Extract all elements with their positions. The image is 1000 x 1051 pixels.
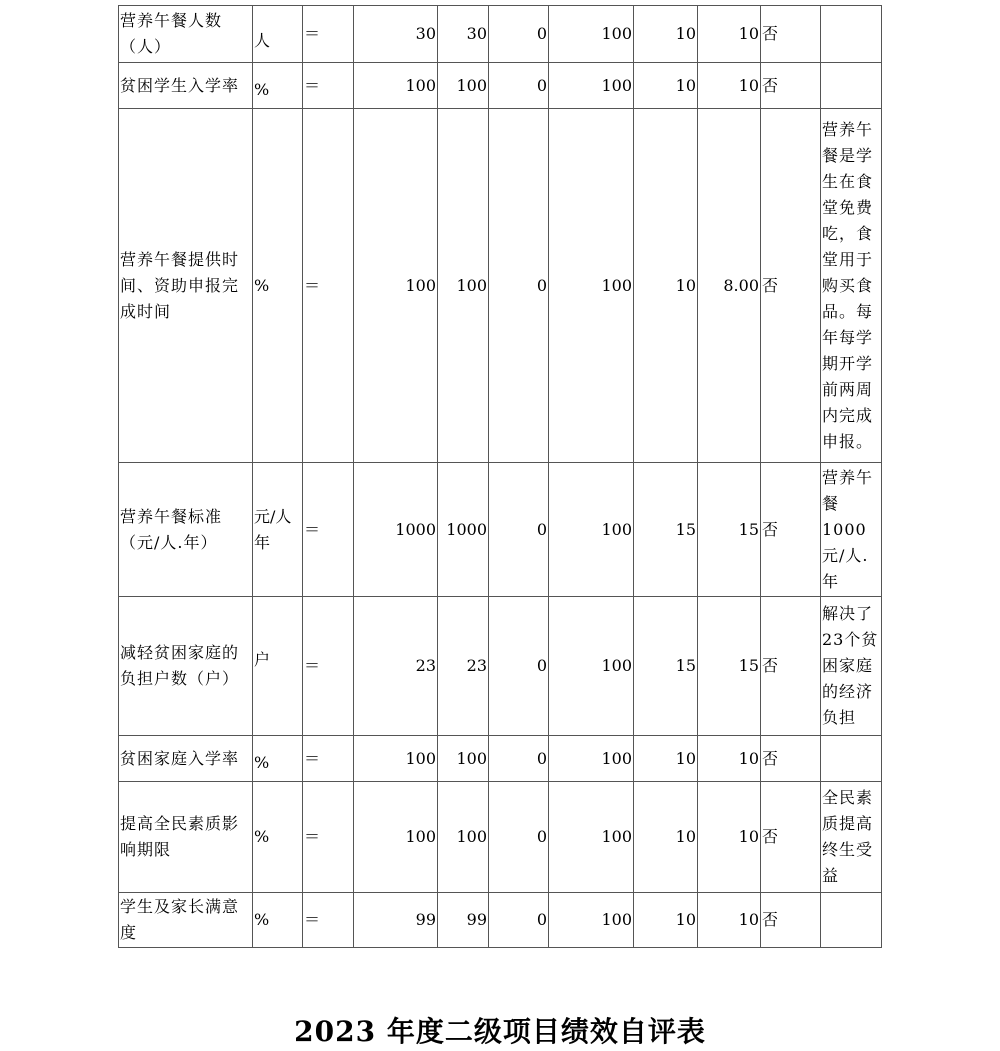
actual-score: 8.00	[698, 109, 761, 463]
deducted-flag: 否	[761, 463, 821, 597]
target-value: 23	[354, 597, 438, 736]
indicator-unit: %	[253, 736, 303, 782]
indicator-name: 营养午餐人数（人）	[119, 6, 253, 63]
deviation-value: 0	[489, 893, 549, 948]
performance-table	[118, 5, 882, 948]
completion-rate: 100	[549, 63, 634, 109]
indicator-unit: %	[253, 109, 303, 463]
completion-rate: 100	[549, 109, 634, 463]
actual-value: 1000	[438, 463, 489, 597]
indicator-name: 提高全民素质影响期限	[119, 782, 253, 893]
deviation-value: 0	[489, 463, 549, 597]
actual-value: 100	[438, 736, 489, 782]
actual-score: 15	[698, 597, 761, 736]
indicator-name: 减轻贫困家庭的负担户数（户）	[119, 597, 253, 736]
actual-score: 10	[698, 63, 761, 109]
weight-score: 10	[634, 893, 698, 948]
deviation-value: 0	[489, 782, 549, 893]
indicator-operator: ＝	[303, 893, 354, 948]
weight-score: 10	[634, 6, 698, 63]
page-title: 2023 年度二级项目绩效自评表	[294, 1015, 706, 1048]
deduction-note	[821, 6, 882, 63]
completion-rate: 100	[549, 782, 634, 893]
indicator-unit: 户	[253, 597, 303, 736]
deducted-flag: 否	[761, 736, 821, 782]
indicator-operator: ＝	[303, 597, 354, 736]
target-value: 1000	[354, 463, 438, 597]
indicator-operator: ＝	[303, 736, 354, 782]
indicator-unit: %	[253, 893, 303, 948]
deducted-flag: 否	[761, 6, 821, 63]
actual-score: 10	[698, 736, 761, 782]
deduction-note: 解决了23个贫困家庭的经济负担	[821, 597, 882, 736]
actual-value: 100	[438, 782, 489, 893]
indicator-operator: ＝	[303, 63, 354, 109]
target-value: 100	[354, 109, 438, 463]
indicator-name: 学生及家长满意度	[119, 893, 253, 948]
actual-score: 15	[698, 463, 761, 597]
completion-rate: 100	[549, 6, 634, 63]
actual-value: 30	[438, 6, 489, 63]
completion-rate: 100	[549, 597, 634, 736]
deviation-value: 0	[489, 597, 549, 736]
deduction-note: 营养午餐1000元/人.年	[821, 463, 882, 597]
table-row	[119, 736, 882, 782]
deduction-note	[821, 63, 882, 109]
weight-score: 15	[634, 463, 698, 597]
target-value: 99	[354, 893, 438, 948]
deduction-note	[821, 893, 882, 948]
deducted-flag: 否	[761, 109, 821, 463]
completion-rate: 100	[549, 736, 634, 782]
completion-rate: 100	[549, 893, 634, 948]
actual-value: 99	[438, 893, 489, 948]
weight-score: 10	[634, 109, 698, 463]
deducted-flag: 否	[761, 597, 821, 736]
actual-score: 10	[698, 893, 761, 948]
weight-score: 10	[634, 63, 698, 109]
table-row	[119, 109, 882, 463]
deviation-value: 0	[489, 63, 549, 109]
indicator-operator: ＝	[303, 6, 354, 63]
deduction-note	[821, 736, 882, 782]
indicator-operator: ＝	[303, 109, 354, 463]
indicator-unit: 元/人年	[253, 463, 303, 597]
target-value: 100	[354, 736, 438, 782]
table-row	[119, 463, 882, 597]
deducted-flag: 否	[761, 782, 821, 893]
table-row	[119, 597, 882, 736]
actual-score: 10	[698, 782, 761, 893]
weight-score: 10	[634, 782, 698, 893]
deviation-value: 0	[489, 109, 549, 463]
deduction-note: 全民素质提高终生受益	[821, 782, 882, 893]
indicator-name: 营养午餐提供时间、资助申报完成时间	[119, 109, 253, 463]
actual-value: 23	[438, 597, 489, 736]
table-row	[119, 893, 882, 948]
table-row	[119, 782, 882, 893]
actual-value: 100	[438, 109, 489, 463]
target-value: 30	[354, 6, 438, 63]
target-value: 100	[354, 782, 438, 893]
deviation-value: 0	[489, 6, 549, 63]
table-row	[119, 63, 882, 109]
indicator-operator: ＝	[303, 463, 354, 597]
indicator-name: 营养午餐标准（元/人.年）	[119, 463, 253, 597]
completion-rate: 100	[549, 463, 634, 597]
deduction-note: 营养午餐是学生在食堂免费吃，食堂用于购买食品。每年每学期开学前两周内完成申报。	[821, 109, 882, 463]
actual-score: 10	[698, 6, 761, 63]
actual-value: 100	[438, 63, 489, 109]
deviation-value: 0	[489, 736, 549, 782]
table-row	[119, 6, 882, 63]
weight-score: 15	[634, 597, 698, 736]
indicator-operator: ＝	[303, 782, 354, 893]
weight-score: 10	[634, 736, 698, 782]
indicator-name: 贫困学生入学率	[119, 63, 253, 109]
deducted-flag: 否	[761, 63, 821, 109]
target-value: 100	[354, 63, 438, 109]
indicator-unit: 人	[253, 6, 303, 63]
indicator-unit: %	[253, 63, 303, 109]
indicator-unit: %	[253, 782, 303, 893]
indicator-name: 贫困家庭入学率	[119, 736, 253, 782]
deducted-flag: 否	[761, 893, 821, 948]
